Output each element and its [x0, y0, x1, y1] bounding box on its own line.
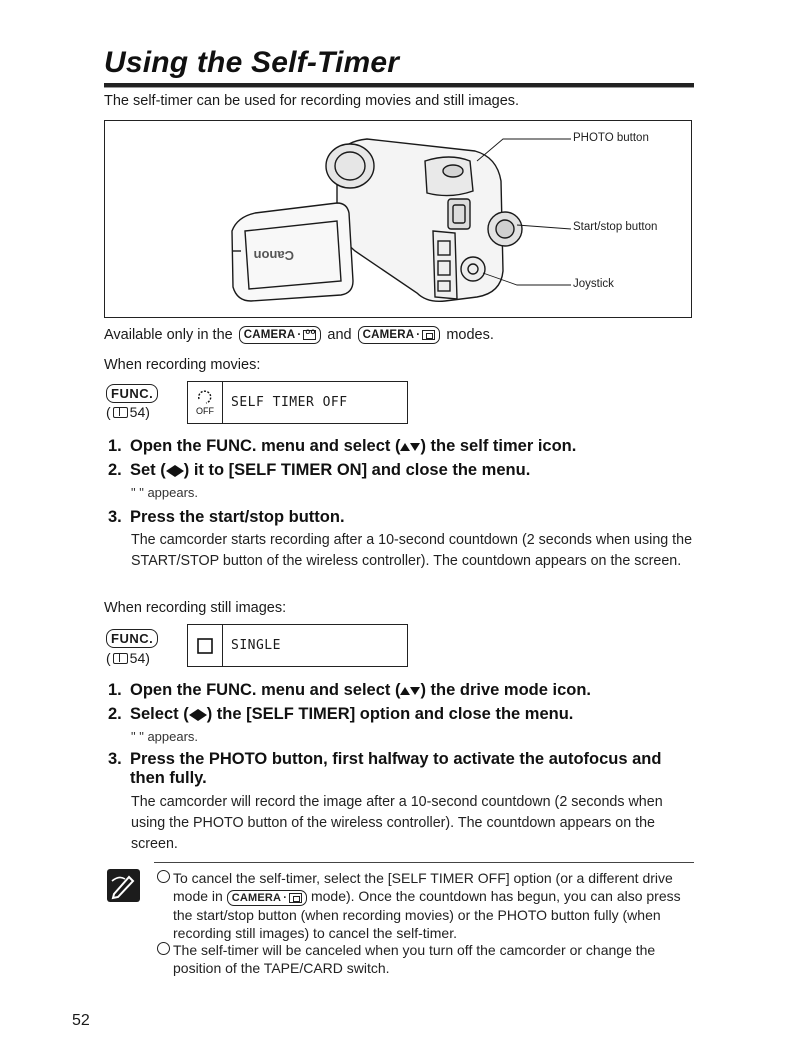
bullet-circle-icon — [157, 870, 170, 883]
drive-mode-menu-display — [187, 624, 408, 667]
step-num: 1. — [108, 437, 122, 455]
availability-suffix: modes. — [446, 327, 494, 343]
stills-step-3 — [108, 750, 688, 788]
self-timer-off-icon — [188, 382, 223, 423]
step-text: ) the drive mode icon. — [420, 681, 591, 699]
title-rule — [104, 83, 694, 87]
page-title: Using the Self-Timer — [104, 46, 400, 79]
menu-text: SINGLE — [231, 638, 281, 653]
arrow-right-icon — [198, 709, 207, 721]
paren-open: ( — [106, 404, 111, 420]
camera-tape-mode-badge: CAMERA · oo — [239, 326, 322, 344]
intro-text: The self-timer can be used for recording movies and still images. — [104, 93, 520, 109]
note-item-2 — [157, 941, 697, 977]
stills-heading: When recording still images: — [104, 600, 287, 616]
func-ref-movies — [106, 404, 150, 420]
tape-icon — [303, 330, 316, 340]
self-timer-menu-display — [187, 381, 408, 424]
arrow-left-icon — [189, 709, 198, 721]
book-icon — [113, 653, 128, 664]
photo-button-callout: PHOTO button — [573, 132, 649, 144]
movies-appears-note — [131, 485, 198, 500]
movies-heading: When recording movies: — [104, 357, 261, 373]
arrow-left-icon — [166, 465, 175, 477]
step-num: 2. — [108, 461, 122, 479]
stills-step-2 — [108, 705, 573, 724]
stills-appears-note — [131, 729, 198, 744]
step-text: Select ( — [130, 705, 189, 723]
start-stop-button-callout: Start/stop button — [573, 221, 658, 233]
appears-text: " " appears. — [131, 485, 199, 500]
card-icon — [422, 330, 435, 340]
step-num: 3. — [108, 508, 122, 526]
arrow-down-icon — [410, 687, 420, 695]
note-text: The self-timer will be canceled when you turn off the camcorder or change the position of the TAPE/CARD switch. — [173, 942, 656, 976]
camera-card-mode-badge: CAMERA · — [227, 890, 307, 906]
bullet-circle-icon — [157, 942, 170, 955]
step-num: 1. — [108, 681, 122, 699]
movies-step-3 — [108, 508, 345, 527]
mode-badge-label: CAMERA — [243, 329, 296, 341]
func-badge-movies: FUNC. — [106, 384, 158, 403]
step-text: Press the start/stop button. — [130, 508, 345, 526]
camera-card-mode-badge: CAMERA · — [358, 326, 441, 344]
step-text-cont: then fully. — [130, 769, 207, 787]
arrow-up-icon — [400, 687, 410, 695]
page-ref: 54) — [129, 650, 150, 666]
step-text: Open the FUNC. menu and select ( — [130, 681, 401, 699]
func-badge-stills: FUNC. — [106, 629, 158, 648]
step-num: 2. — [108, 705, 122, 723]
arrow-up-icon — [400, 443, 410, 451]
svg-text:OFF: OFF — [196, 405, 214, 416]
availability-line — [104, 326, 494, 344]
page-ref: 54) — [129, 404, 150, 420]
joystick-callout: Joystick — [573, 278, 614, 290]
paren-open: ( — [106, 650, 111, 666]
step-text: ) the [SELF TIMER] option and close the menu. — [206, 705, 574, 723]
movies-step-2 — [108, 461, 530, 480]
book-icon — [113, 407, 128, 418]
camcorder-figure — [104, 120, 692, 318]
appears-text: " " appears. — [131, 729, 199, 744]
notes-rule — [154, 862, 694, 863]
arrow-down-icon — [410, 443, 420, 451]
mode-badge-label: CAMERA — [231, 892, 282, 904]
step-num: 3. — [108, 750, 122, 768]
note-text: To cancel the self-timer, select the [SELF TIMER OFF] option (or a different drive mode in — [173, 870, 673, 904]
arrow-right-icon — [175, 465, 184, 477]
brand-logo-text: Canon — [253, 248, 294, 263]
note-memo-icon — [107, 869, 140, 902]
mode-badge-label: CAMERA — [362, 329, 415, 341]
stills-step-1 — [108, 681, 591, 700]
step-text: ) it to [SELF TIMER ON] and close the menu. — [183, 461, 531, 479]
availability-joiner: and — [327, 327, 352, 343]
page-number: 52 — [72, 1012, 90, 1029]
func-ref-stills — [106, 650, 150, 666]
step-text: Press the PHOTO button, first halfway to activate the autofocus and — [130, 750, 662, 768]
menu-text: SELF TIMER OFF — [231, 395, 348, 410]
step-text: ) the self timer icon. — [420, 437, 577, 455]
step-text: Open the FUNC. menu and select ( — [130, 437, 401, 455]
availability-prefix: Available only in the — [104, 327, 233, 343]
note-item-1 — [157, 869, 697, 942]
note-text: mode). Once the countdown has begun, you can also press the start/stop button (when recording movies) or the PHOTO button fully (when recording still images) to cancel the self-timer. — [173, 888, 681, 941]
single-frame-icon — [188, 625, 223, 666]
movies-step-3-body: The camcorder starts recording after a 10-second countdown (2 seconds when using the START/STOP button of the wireless controller). The countdown appears on the screen. — [131, 532, 693, 569]
stills-step-3-body: The camcorder will record the image after a 10-second countdown (2 seconds when using the PHOTO button of the wireless controller). The countdown appears on the screen. — [131, 794, 663, 852]
card-icon — [289, 893, 302, 903]
step-text: Set ( — [130, 461, 166, 479]
movies-step-1 — [108, 437, 576, 456]
